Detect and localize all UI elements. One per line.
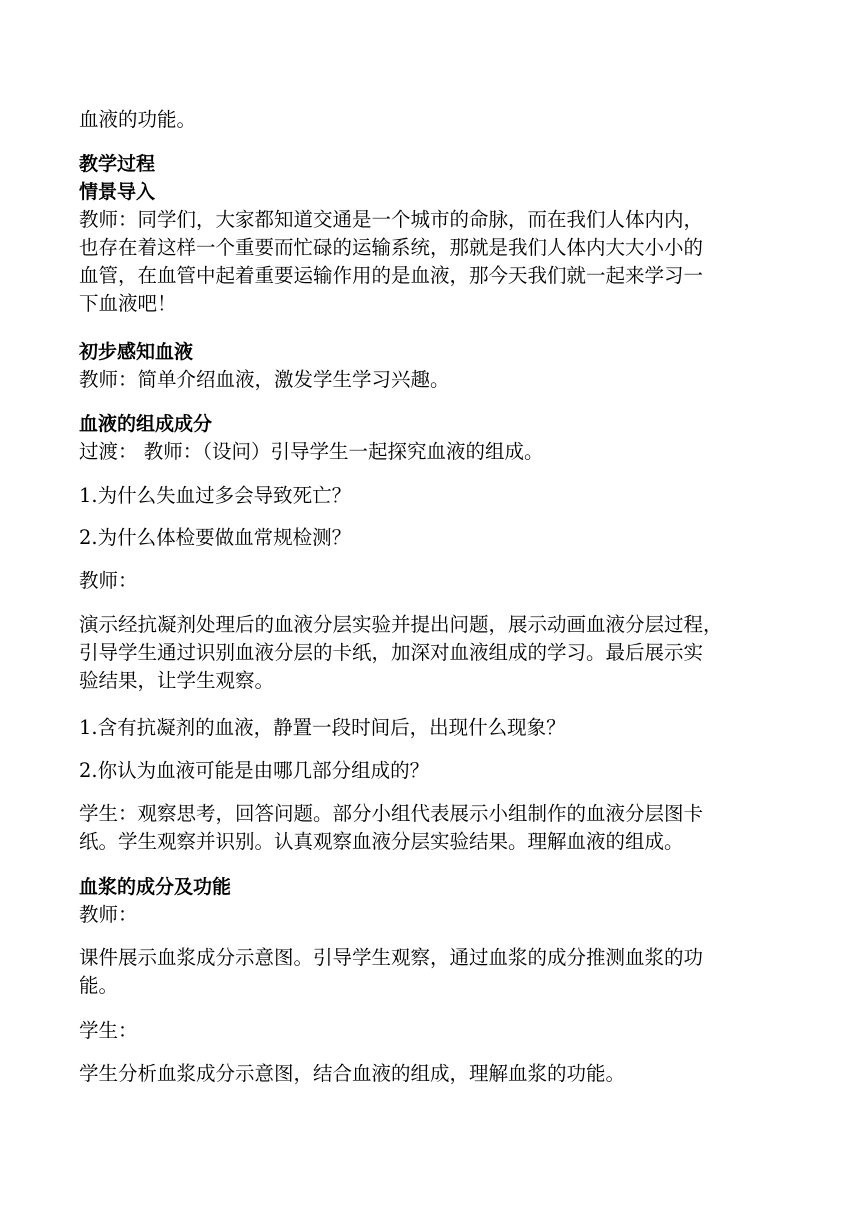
teacher-label: 教师：	[79, 569, 138, 592]
intro-tail-text: 血液的功能。	[79, 108, 197, 131]
plasma-teacher-line: 能。	[79, 974, 119, 997]
heading-initial-perception: 初步感知血液	[79, 341, 194, 363]
plasma-student-text: 学生分析血浆成分示意图，结合血液的组成，理解血浆的功能。	[79, 1062, 626, 1085]
section-heading-teaching-process: 教学过程	[79, 153, 156, 175]
scene-intro-line: 血管，在血管中起着重要运输作用的是血液，那今天我们就一起来学习一	[79, 264, 704, 287]
initial-perception-text: 教师：简单介绍血液，激发学生学习兴趣。	[79, 368, 450, 391]
scene-intro-line: 下血液吧！	[79, 292, 177, 315]
composition-teacher-line: 演示经抗凝剂处理后的血液分层实验并提出问题，展示动画血液分层过程，	[79, 613, 723, 636]
composition-teacher-line: 验结果，让学生观察。	[79, 669, 275, 692]
question-2: 2.为什么体检要做血常规检测？	[79, 526, 352, 549]
scene-intro-line: 教师：同学们，大家都知道交通是一个城市的命脉，而在我们人体内内，	[79, 208, 704, 231]
scene-intro-line: 也存在着这样一个重要而忙碌的运输系统，那就是我们人体内大大小小的	[79, 236, 704, 259]
composition-student-paragraph	[79, 800, 785, 856]
plasma-student-label: 学生：	[79, 1019, 138, 1042]
composition-student-line: 纸。学生观察并识别。认真观察血液分层实验结果。理解血液的组成。	[79, 830, 684, 853]
plasma-teacher-paragraph	[79, 944, 785, 1000]
composition-transition-text: 过渡： 教师：（设问）引导学生一起探究血液的组成。	[79, 440, 544, 463]
composition-student-line: 学生：观察思考，回答问题。部分小组代表展示小组制作的血液分层图卡	[79, 802, 704, 825]
heading-blood-composition: 血液的组成成分	[79, 413, 213, 435]
composition-teacher-paragraph	[79, 611, 785, 695]
plasma-teacher-line: 课件展示血浆成分示意图。引导学生观察，通过血浆的成分推测血浆的功	[79, 946, 704, 969]
question-3: 1.含有抗凝剂的血液，静置一段时间后，出现什么现象？	[79, 716, 566, 739]
heading-plasma: 血浆的成分及功能	[79, 876, 232, 898]
scene-intro-paragraph	[79, 206, 785, 318]
question-1: 1.为什么失血过多会导致死亡？	[79, 484, 352, 507]
composition-teacher-line: 引导学生通过识别血液分层的卡纸，加深对血液组成的学习。最后展示实	[79, 641, 704, 664]
question-4: 2.你认为血液可能是由哪几部分组成的？	[79, 759, 430, 782]
heading-scene-intro: 情景导入	[79, 181, 156, 203]
plasma-teacher-label: 教师：	[79, 903, 138, 926]
